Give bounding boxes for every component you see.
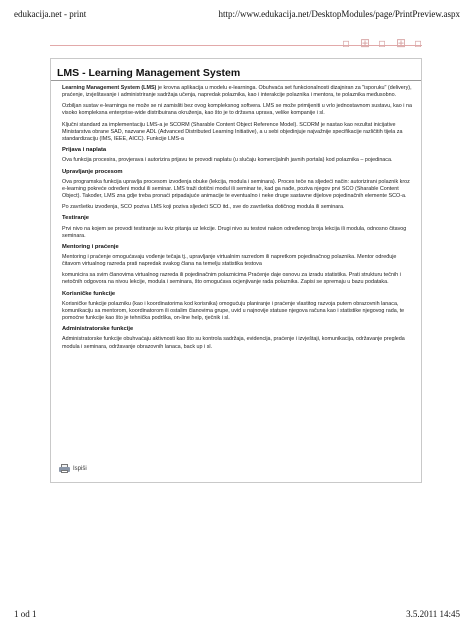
page-count: 1 od 1 [14, 609, 37, 619]
article-body [62, 85, 414, 355]
section-paragraph: Administratorske funkcije obuhvaćaju aktivnosti kao što su kontrola sadržaja, evidencija, praćenje i izvještaji, komunikacija, održavanje pregleda modula i seminara, održavanje obrazovnih lanaca, back up i sl. [62, 336, 405, 350]
decorative-square-icon: ▫ [342, 36, 351, 50]
printer-icon [59, 464, 70, 473]
decorative-icons [342, 36, 434, 52]
section-heading: Upravljanje procesom [62, 168, 123, 175]
section-heading: Korisničke funkcije [62, 290, 116, 297]
section-paragraph: Mentoring i praćenje omogućavaju vođenje tečaja tj., upravljanje virtualnim razredom ili napretkom pojedinačnog polaznika. Mentor određuje čitavom virtualnog razreda prati napredak svakog člana na temelju statistika testova [62, 254, 397, 268]
print-button[interactable] [59, 464, 87, 473]
section-heading: Testiranje [62, 215, 89, 222]
article-panel [50, 58, 422, 483]
section-paragraph: Po završetku izvođenja, SCO poziva LMS koji poziva sljedeći SCO itd., sve do završetka dotičnog modula ili seminara. [62, 204, 345, 211]
print-header [14, 9, 460, 21]
intro-text: je krovna aplikacija u modelu e-learninga. Obuhvaća set funkcionalnosti dizajniran za "isporuku" (delivery), praćenje, izvještavanje i administriranje sadržaja učenja, napredak polaznika, kao i interakcije polaznika i mentora, te polaznika međusobno. [62, 85, 412, 99]
section-heading: Administratorske funkcije [62, 326, 134, 333]
print-site-name: edukacija.net - print [14, 9, 87, 19]
decorative-grid-icon: ⊞ [360, 36, 371, 50]
page-title: LMS - Learning Management System [51, 67, 421, 81]
section-paragraph: Prvi nivo na kojem se provodi testiranje su kviz pitanja uz lekcije. Drugi nivo su testovi nakon određenog broja lekcija ili modula, odnosno čitavog seminara. [62, 225, 407, 239]
section-paragraph: komunicira sa svim članovima virtualnog razreda ili pojedinačnim polaznicima Praćenje daje osnovu za izradu statistika. Prati strukturu tečnih i netočnih odgovora na nivou lekcije, modula i seminara, što omogućava ocjenjivanje rada polaznika. Zapisi se spremaju u bazu podataka. [62, 272, 401, 286]
section-paragraph: Ova programska funkcija upravlja procesom izvođenja obuke (lekcija, modula i seminara). Proces teče na sljedeći način: autorizirani polaznik kroz e-learning pokreće određeni modul ili seminar. LMS traži dotični modul ili seminar te, kad ga nađe, poziva njegov prvi SCO (Sharable Content Object). Također, LMS zna gdje treba pronaći pripadajuće animacije te eventualno i neke druge sastavne dijelove pojedinačnih elemente SCO-a. [62, 178, 410, 199]
section-heading: Mentoring i praćenje [62, 243, 119, 250]
decorative-grid-icon: ⊞ [396, 36, 407, 50]
print-datetime: 3.5.2011 14:45 [406, 609, 460, 619]
section-paragraph: Korisničke funkcije polazniku (kao i koordinatorima kod korisnika) omogućuju planiranje i praćenje vlastitog razvoja putem obrazovnih lanaca, komunikaciju sa mentorom, koordinatorom ili ostalim članovima grupe, uvid u najnovije statuse njegova računa kao i statistike njegovog rada, te pomoćne funkcije kao što je tehnička podrška, on-line help, rječnik i sl. [62, 300, 405, 322]
section-heading: Prijava i naplata [62, 147, 107, 154]
paragraph: Ključni standard za implementaciju LMS-a je SCORM (Sharable Content Object Reference Model). SCORM je nastao kao rezultat inicijative Ministarstva obrane SAD, nazvane ADL (Advanced Distributed Learning Initiative), a u sebi objedinjuje najvažnije specifikacije različitih tijela za standardizaciju (IMS, IEEE, AICC). Funkcije LMS-a [62, 121, 403, 142]
print-label: Ispiši [73, 465, 87, 472]
decorative-square-icon: ▫ [378, 36, 387, 50]
intro-term: Learning Management System (LMS) [62, 85, 157, 91]
paragraph: Ozbiljan sustav e-learninga ne može se ni zamisliti bez ovog kompleksnog softvera. LMS se može primijeniti u vrlo jednostavnom sustavu, kao i na visoko kompleksna enterprise-wide distribuirana okruženja, kao što je to državna uprava, velike kompanije i sl. [62, 103, 412, 117]
decorative-square-icon: ▫ [414, 36, 423, 50]
print-footer [14, 609, 460, 621]
intro-paragraph [62, 85, 414, 99]
print-url: http://www.edukacija.net/DesktopModules/page/PrintPreview.aspx [218, 9, 460, 19]
section-paragraph: Ova funkcija procesira, provjerava i autorizira prijavu te provodi naplatu (u slučaju komercijalnih javnih portala) kod polaznika – pojedinaca. [62, 157, 393, 164]
